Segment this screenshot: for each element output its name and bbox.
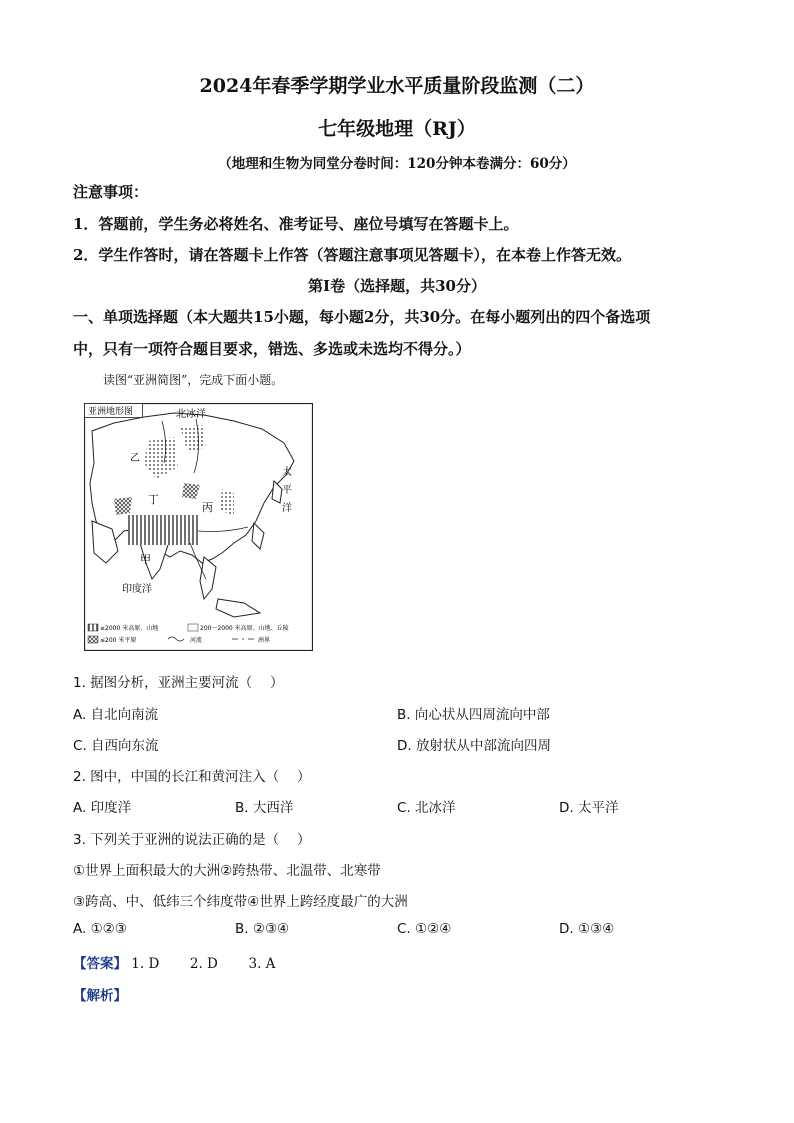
volume-heading: 第Ⅰ卷（选择题，共30分） [308,277,486,295]
notice-item-1: 1．答题前，学生务必将姓名、准考证号、座位号填写在答题卡上。 [73,215,519,233]
section-instruction-2: 中，只有一项符合题目要求，错选、多选或未选均不得分。） [73,340,471,358]
q2-option-d: D. 太平洋 [559,800,619,816]
q1-option-d: D. 放射状从中部流向四周 [397,738,551,754]
page-title: 2024年春季学期学业水平质量阶段监测（二） [199,75,595,97]
q2-option-a: A. 印度洋 [73,800,132,816]
q1-option-c: C. 自西向东流 [73,738,159,754]
question-2-stem: 2. 图中，中国的长江和黄河注入（ ） [73,769,311,785]
label-pacific-2: 平 [282,485,292,496]
q3-statement-2: ③跨高、中、低纬三个纬度带④世界上跨经度最广的大洲 [73,894,408,910]
analysis-label: 【解析】 [73,988,127,1004]
label-pacific-3: 洋 [282,503,292,514]
answer-3: 3. A [248,956,276,972]
q3-option-b: B. ②③④ [235,921,290,937]
q2-option-b: B. 大西洋 [235,800,294,816]
question-1-stem: 1. 据图分析，亚洲主要河流（ ） [73,675,284,691]
q3-option-d: D. ①③④ [559,921,615,937]
legend-mid: 200～2000 米高原、山地、丘陵 [200,625,289,632]
label-arctic: 北冰洋 [176,409,206,420]
label-pacific-1: 太 [282,467,292,478]
label-ding: 丁 [148,493,159,506]
asia-map [84,403,313,651]
low-plain [114,497,132,515]
notice-item-2: 2．学生作答时，请在答题卡上作答（答题注意事项见答题卡），在本卷上作答无效。 [73,246,631,264]
high-terrain [128,515,198,545]
q2-option-c: C. 北冰洋 [397,800,456,816]
answer-1: 1. D [131,956,160,972]
reading-intro: 读图“亚洲简图”，完成下面小题。 [103,373,284,387]
subject-title: 七年级地理（RJ） [318,118,476,140]
q3-statement-1: ①世界上面积最大的大洲②跨热带、北温带、北寒带 [73,863,381,879]
section-instruction-1: 一、单项选择题（本大题共15小题，每小题2分，共30分。在每小题列出的四个备选项 [73,308,651,326]
q3-option-c: C. ①②④ [397,921,452,937]
q3-option-a: A. ①②③ [73,921,127,937]
map-title: 亚洲地形图 [88,407,134,417]
label-yi: 乙 [130,453,140,464]
notice-heading: 注意事项： [73,183,149,201]
answer-row [73,952,275,972]
q1-option-a: A. 自北向南流 [73,707,159,723]
label-bing: 丙 [202,501,213,514]
answer-2: 2. D [189,956,218,972]
label-jia: 甲 [140,553,151,566]
legend-boundary: 洲界 [258,637,271,644]
legend-high: ≥2000 米高原、山地 [100,625,159,632]
answer-label: 【答案】 [73,956,127,972]
label-indian: 印度洋 [122,584,152,595]
legend-low: ≤200 米平原 [100,637,137,644]
legend-river: 河流 [190,637,203,644]
question-3-stem: 3. 下列关于亚洲的说法正确的是（ ） [73,832,311,848]
q1-option-b: B. 向心状从四周流向中部 [397,707,550,723]
exam-note: （地理和生物为同堂分卷时间：120分钟本卷满分：60分） [218,156,576,172]
